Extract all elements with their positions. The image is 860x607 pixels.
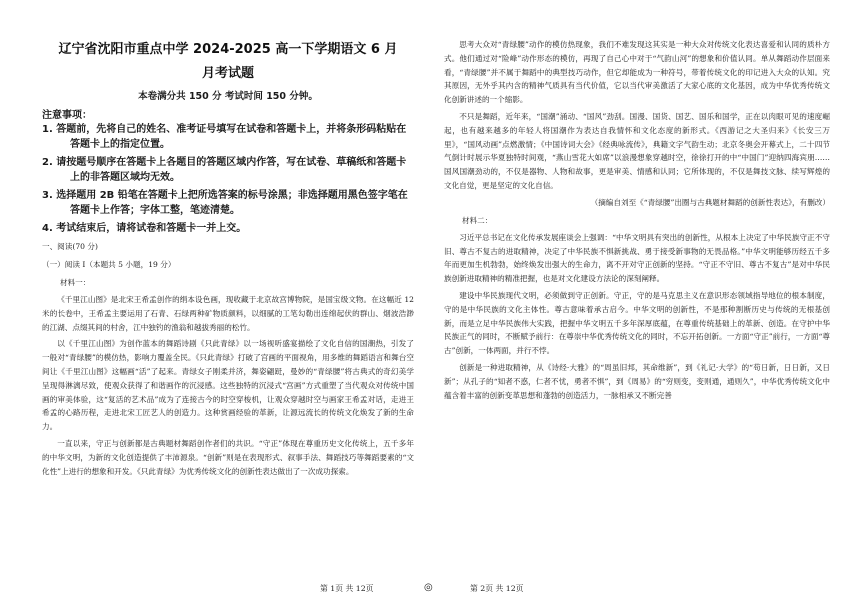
paragraph: 创新是一种进取精神，从《诗经·大雅》的“周虽旧邦，其命维新”，到《礼记·大学》的“苟日新，日日新，又日新”；从孔子的“知者不惑，仁者不忧，勇者不惧”，到《周易》的“穷则变，变则通，通则久”，中华优秀传统文化中蕴含着丰富的创新变革思想和蓬勃的创造活力，一脉相承又不断完善 <box>444 362 830 400</box>
subsection-heading: （一）阅读 I（本题共 5 小题，19 分） <box>42 260 176 269</box>
page-number-1: 第 1页 共 12页 <box>320 584 374 593</box>
notice-item: 2. 请按题号顺序在答题卡上各题目的答题区域内作答，写在试卷、草稿纸和答题卡上的非答题区域均无效。 <box>42 157 407 183</box>
separator-icon: ◎ <box>424 582 433 593</box>
notice-item: 1. 答题前，先将自己的姓名、准考证号填写在试卷和答题卡上，并将条形码粘贴在答题卡上的指定位置。 <box>42 124 407 150</box>
paragraph: 建设中华民族现代文明，必须做到守正创新。守正，守的是马克思主义在意识形态领域指导地位的根本制度，守的是中华民族的文化主体性。尊古意味着承古启今。中华文明的创新性，不是那种割断历史与传统的无根基创新，而是立足中华民族伟大实践，把握中华文明五千多年深厚底蕴，在尊重传统基础上的革新、创造。在守护中华民族正气的同时，不断赋予前行：在尊崇中华优秀传统文化的同时，不忘开拓创新。一方面“守正”前行，一方面“尊古”创新，一体两面，并行不悖。 <box>444 290 830 356</box>
notice-item: 3. 选择题用 2B 铅笔在答题卡上把所选答案的标号涂黑；非选择题用黑色签字笔在答题卡上作答；字体工整，笔迹清楚。 <box>42 190 408 216</box>
page-footer <box>0 583 860 603</box>
page-number-2: 第 2页 共 12页 <box>470 584 524 593</box>
material-label: 材料一： <box>60 278 91 287</box>
paragraph: 以《千里江山图》为创作蓝本的舞蹈诗剧《只此青绿》以一场视听盛宴描绘了文化自信的国潮热，引发了一般对“青绿腰”的模仿热，影响力覆盖全民。《只此青绿》打破了宫画的平面视角，用多维的舞蹈语言和舞台空间让《千里江山图》这幅画“活”了起来。青绿女子刚柔并济，舞姿翩跹，曼妙的“青绿腰”将古典式的奇幻美学呈现得淋漓尽致，使观众获得了和谐画作的沉浸感。这些独特的沉浸式“宫画”方式重塑了当代观众对传统中国画的审美体验，这“复活的艺术品”成为了连接古今的时空穿梭机，让观众穿越时空与画家王希孟对话，走进王希孟的心路历程，走进北宋工匠艺人的创造力。这种赏画经验的革新，让源远流长的传统文化焕发了新的生命力。 <box>42 339 414 432</box>
paragraph: 《千里江山图》是北宋王希孟创作的绢本设色画，现收藏于北京故宫博物院，是国宝级文物。在这幅近 12 米的长卷中，王希孟主要运用了石青、石绿两种矿物质颜料，以细腻的工笔勾勒出连绵起伏的群山、烟波浩渺的江湖、点缀其间的村舍，江中独钓的渔翁和越拔秀丽的松竹。 <box>42 295 414 332</box>
section-heading: 一、阅读(70 分) <box>42 242 98 251</box>
paragraph: 一直以来，守正与创新都是古典题材舞蹈创作者们的共识。“守正”体现在尊重历史文化传统上，五千多年的中华文明，为新的文化创造提供了丰沛源泉。“创新”则是在表现形式、叙事手法、舞蹈技巧等舞蹈要素的“文化性”上进行的想象和开发。《只此青绿》为优秀传统文化的创新性表达做出了一次成功探索。 <box>42 438 414 476</box>
paragraph: 习近平总书记在文化传承发展座谈会上强调：“中华文明具有突出的创新性，从根本上决定了中华民族守正不守旧、尊古不复古的进取精神，决定了中华民族不惧新挑战、勇于接受新事物的无畏品格。”中华文明能够历经五千多年而更加生机勃勃，始终焕发出强大的生命力，离不开对守正创新的坚持。“守正不守旧、尊古不复古”是对中华民族创新进取精神的精准把握，也是对文化建设方法论的深刻阐释。 <box>444 232 830 284</box>
notice-item: 4. 考试结束后，请将试卷和答题卡一并上交。 <box>42 223 247 234</box>
material-label: 材料二： <box>462 215 493 225</box>
page-2 <box>430 0 860 607</box>
exam-title-line1: 辽宁省沈阳市重点中学 2024-2025 高一下学期语文 6 月 <box>58 42 398 57</box>
exam-subtitle: 本卷满分共 150 分 考试时间 150 分钟。 <box>138 91 318 102</box>
notice-heading: 注意事项： <box>42 110 92 121</box>
paragraph: 思考大众对“青绿腰”动作的模仿热现象，我们不难发现这其实是一种大众对传统文化表达喜爱和认同的质朴方式。他们通过对“险峰”动作形态的模仿，再现了自己心中对于“气韵山河”的想象和价值认同。单从舞蹈动作层面来看，“青绿腰”并不属于舞蹈中的典型技巧动作，但它却能成为一种符号，带着传统文化的印记进入大众的认知。究其原因，无外乎其内含的精神气质具有当代价值，它以当代审美激活了大家心底的文化基因，成为中华优秀传统文化创新讲述的一个缩影。 <box>444 40 830 105</box>
paragraph: 不只是舞蹈，近年来，“国潮”涌动、“国风”劲刮。国漫、国货、国艺、国乐和国学，正在以肉眼可见的速度崛起，也有越来越多的年轻人将国潮作为表达自我情怀和文化态度的新形式。《西游记之大圣归来》《长安三万里》，“国风动画”点燃激情；《中国诗词大会》《经典咏流传》，典籍文字气韵生动；北京冬奥会开幕式上，二十四节气倒计时展示华夏独特时间观，“燕山雪花大如席”以浪漫想象穿越时空，徐徐打开的中“中国门”迎纳四海宾朋……国风国潮劲动的，不仅是器物、人物和故事，更是审美、情感和认同；它所体现的，不仅是舞技文脉、续写辉煌的文化自觉，更是坚定的文化自信。 <box>444 111 830 190</box>
source-note: （摘编自刘至《“青绿腰”出圈与古典题材舞蹈的创新性表达》，有删改） <box>590 197 830 207</box>
exam-title-line2: 月考试题 <box>201 66 254 81</box>
